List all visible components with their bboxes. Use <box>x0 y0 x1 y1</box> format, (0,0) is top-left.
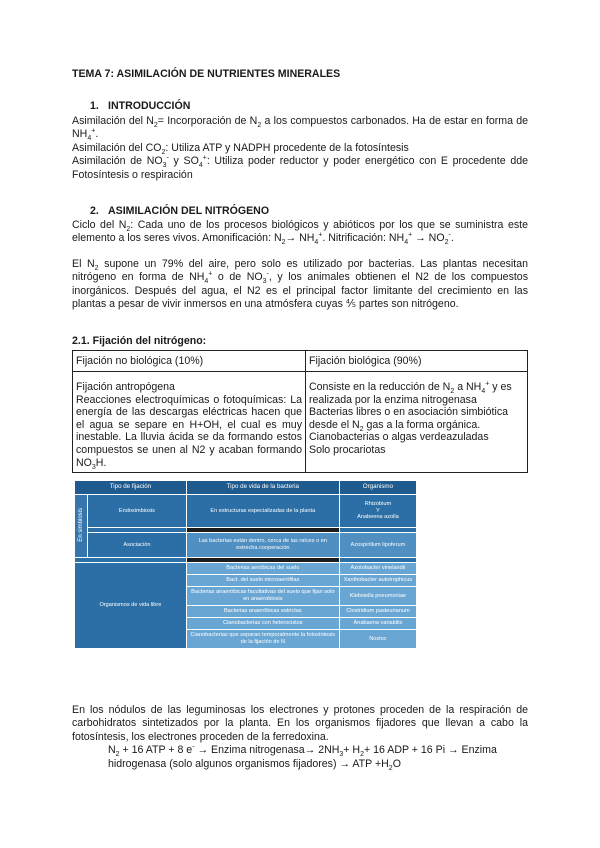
paragraph-asimilacion-no3: Asimilación de $NO_3^-$ y $SO_4^+$: Utiliza poder reductor y poder energético con E procedente dde Fotosíntesis o respiración <box>72 154 528 181</box>
paragraph-asimilacion-co2: Asimilación del $CO_2$: Utiliza ATP y NADPH procedente de la fotosíntesis <box>72 141 409 156</box>
table-row <box>75 533 417 558</box>
figure-side-label: En simbiosis <box>75 495 88 558</box>
figure-cell: Bacterias anaeróbicas estrictas <box>186 606 339 618</box>
fixation-table-wrap <box>72 350 528 473</box>
figure-cell: Las bacterias están dentro, cerca de las raíces o en estrecha cooperación <box>186 533 339 558</box>
figure-cell: Anabaena variabilis <box>339 618 416 630</box>
cell-biologica <box>306 372 528 473</box>
table-header-biologica: Fijación biológica (90%) <box>306 351 528 372</box>
section-heading-text: ASIMILACIÓN DEL NITRÓGENO <box>108 205 270 217</box>
section-introduccion <box>72 100 528 182</box>
fixing-organisms-table <box>74 480 417 649</box>
figure-header-organismo: Organismo <box>339 481 416 495</box>
cell-line: Consiste en la reducción de $N_2$ a $NH_4^+$ y es realizada por la enzima nitrogenasa <box>309 380 512 406</box>
table-header-no-biologica: Fijación no biológica (10%) <box>73 351 306 372</box>
paragraph-nodulos: En los nódulos de las leguminosas los electrones y protones proceden de la respiración de carbohidratos sintetizados por la planta. En los organismos fijadores que llevan a cabo la fotosíntesis, los electrones proceden de la ferredoxina. <box>72 704 528 743</box>
table-row <box>73 372 528 473</box>
section-nodulos <box>72 704 528 771</box>
cell-line: Reacciones electroquímicas o fotoquímicas: La energía de las descargas eléctricas hacen que el agua se separe en H+OH, el cual es muy inestable. La lluvia ácida se da formando estos compuestos se unen al N2 y acaban formando $NO_3H$. <box>76 393 302 471</box>
figure-cell: Azotobacter vinelandii <box>339 563 416 575</box>
subsection-fijacion <box>72 335 528 348</box>
figure-header-row <box>75 481 417 495</box>
document-title: TEMA 7: ASIMILACIÓN DE NUTRIENTES MINERALES <box>72 68 341 80</box>
figure-cell: Organismos de vida libre <box>75 563 187 649</box>
section-heading-2 <box>72 205 528 218</box>
section-heading-1 <box>72 100 528 113</box>
cell-line: Cianobacterias o algas verdeazuladas <box>309 431 489 444</box>
figure-header-tipo-fijacion: Tipo de fijación <box>75 481 187 495</box>
cell-line: Solo procariotas <box>309 443 386 456</box>
subsection-heading: 2.1. Fijación del nitrógeno: <box>72 335 207 347</box>
paragraph-ciclo-n: Ciclo del $N_2$: Cada uno de los procesos biológicos y abióticos por los que se suministra este elemento a los seres vivos. Amonificación: $N_2\to NH_4^+$. Nitrificación: $NH_4^+ \to NO_2^-$. <box>72 219 528 247</box>
paragraph-asimilacion-n: Asimilación del $N_2=$ Incorporación de $N_2$ a los compuestos carbonados. Ha de estar en forma de $NH_4^+$. <box>72 115 529 143</box>
figure-header-tipo-vida: Tipo de vida de la bacteria <box>186 481 339 495</box>
section-number: 1. <box>90 100 99 112</box>
figure-cell: Azospirillum lipoferum <box>339 533 416 558</box>
section-asimilacion-nitrogeno <box>72 205 528 311</box>
fixing-organisms-figure <box>74 480 417 649</box>
table-row <box>75 495 417 528</box>
document-title-block <box>72 68 528 81</box>
paragraph-n2-aire: El $N_2$ supone un 79% del aire, pero solo es utilizado por bacterias. Las plantas necesitan nitrógeno en forma de $NH_4^+$ o de $NO_3^-$, y los animales obtienen el N2 de los compuestos inorgánicos. Después del agua, el N2 es el principal factor limitante del crecimiento en las plantas a pesar de vivir inmersos en una atmósfera cuyas ⅘ partes son nitrógeno. <box>72 257 528 311</box>
figure-cell: Asociación <box>88 533 187 558</box>
section-heading-text: INTRODUCCIÓN <box>108 100 191 112</box>
figure-cell: Clostridium pasteurianum <box>339 606 416 618</box>
figure-cell: Bacterias aeróbicas del suelo <box>186 563 339 575</box>
fixation-comparison-table <box>72 350 528 473</box>
cell-no-biologica <box>73 372 306 473</box>
cell-line: Fijación antropógena <box>76 381 175 393</box>
figure-cell: Bacterias anaeróbicas facultativas del suelo que fijan solo en anaerobiosis <box>186 587 339 606</box>
figure-cell: Bact. del suelo microaerófilas <box>186 575 339 587</box>
figure-cell: Rhizobium Y Anabeena azolla <box>339 495 416 528</box>
figure-cell: En estructuras especializadas de la planta <box>186 495 339 528</box>
figure-cell: Nostoc <box>339 630 416 649</box>
figure-cell: Klebsiella pneumoniae <box>339 587 416 606</box>
cell-line: Bacterias libres o en asociación simbiótica desde el $N_2$ gas a la forma orgánica. <box>309 406 509 433</box>
table-header-row <box>73 351 528 372</box>
figure-cell: Cianobacterias que separan temporalmente la fotosíntesis de la fijación de N <box>186 630 339 649</box>
figure-cell: Endosimbiosis <box>88 495 187 528</box>
section-number: 2. <box>90 205 99 217</box>
table-row <box>75 563 417 575</box>
figure-cell: Cianobacterias con heterocistos <box>186 618 339 630</box>
figure-cell: Xanthobacter autotrophicus <box>339 575 416 587</box>
reaction-equation: $N_2 + 16$ ATP + 8 e- → Enzima nitrogenasa→ $2NH_3+ H_2+ 16$ ADP + 16 Pi → Enzima hidrogenasa (solo algunos organismos fijadores) → ATP $+H_2O$ <box>108 743 497 772</box>
